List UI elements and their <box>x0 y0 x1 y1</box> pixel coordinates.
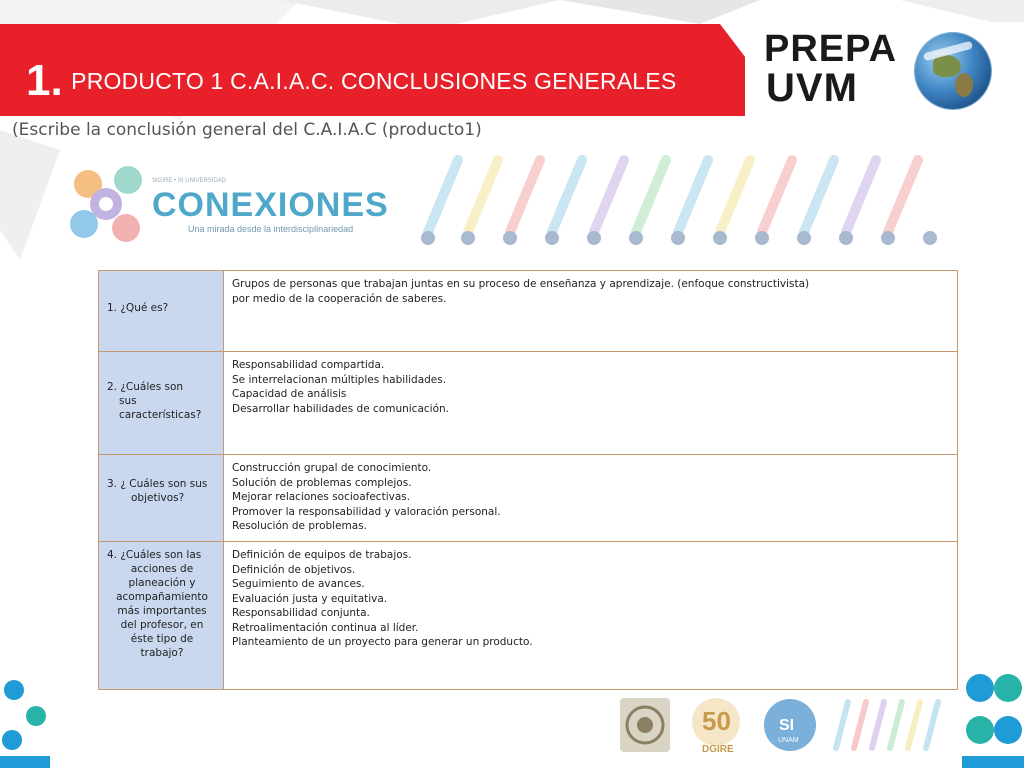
question-cell <box>99 271 224 352</box>
brand-uvm: UVM <box>766 66 858 110</box>
caiac-table <box>98 270 958 690</box>
answer-cell <box>224 542 958 690</box>
table-row <box>99 455 958 542</box>
answer-line: Grupos de personas que trabajan juntas en su proceso de enseñanza y aprendizaje. (enfoque constructivista) <box>232 278 810 290</box>
answer-line: Evaluación justa y equitativa. <box>232 592 388 605</box>
corner-decoration-right <box>962 660 1024 768</box>
answer-line: Responsabilidad conjunta. <box>232 607 370 619</box>
table-row <box>99 271 958 352</box>
answer-line: Construcción grupal de conocimiento. <box>232 462 432 474</box>
slide-title-text: PRODUCTO 1 C.A.I.A.C. CONCLUSIONES GENERALES <box>71 67 677 94</box>
conexiones-title: CONEXIONES <box>152 186 389 224</box>
mini-stripes-icon <box>836 702 938 748</box>
decorative-stripes <box>418 150 948 250</box>
question-line: 4. ¿Cuáles son las <box>107 549 202 561</box>
globe-logo-icon <box>915 33 991 109</box>
question-cell <box>99 352 224 455</box>
question-cell <box>99 455 224 542</box>
answer-cell <box>224 271 958 352</box>
question-line: objetivos? <box>131 492 185 504</box>
question-line: acciones de <box>130 563 194 575</box>
anniversary-sub: DGIRE <box>702 744 734 755</box>
table-row <box>99 352 958 455</box>
si-unam-logo-icon <box>764 699 816 751</box>
answer-line: Definición de objetivos. <box>232 563 356 576</box>
slide-number: 1. <box>26 56 63 105</box>
question-line: 1. ¿Qué es? <box>107 302 169 314</box>
si-label: SI <box>779 717 795 734</box>
answer-line: Definición de equipos de trabajos. <box>232 549 412 561</box>
question-line: 3. ¿ Cuáles son sus <box>107 478 208 490</box>
question-line: características? <box>119 409 202 421</box>
question-line: 2. ¿Cuáles son <box>107 381 184 393</box>
partner-logos <box>612 690 952 760</box>
dgire-50-logo-icon <box>692 698 740 755</box>
answer-cell <box>224 455 958 542</box>
question-cell <box>99 542 224 690</box>
question-line: éste tipo de <box>130 633 194 645</box>
anniversary-number: 50 <box>702 706 731 736</box>
question-line: trabajo? <box>140 647 184 659</box>
question-line: más importantes <box>117 605 207 617</box>
answer-line: Mejorar relaciones socioafectivas. <box>232 491 411 503</box>
unam-seal-icon <box>620 698 670 752</box>
question-line: planeación y <box>128 577 196 589</box>
answer-line: Seguimiento de avances. <box>232 578 365 590</box>
question-line: acompañamiento <box>116 591 208 603</box>
answer-line: Resolución de problemas. <box>232 520 368 532</box>
table-row <box>99 542 958 690</box>
answer-cell <box>224 352 958 455</box>
corner-decoration-left <box>0 660 50 768</box>
answer-line: Se interrelacionan múltiples habilidades. <box>232 373 447 386</box>
brand-prepa: PREPA <box>764 28 898 70</box>
conexiones-tagline: Una mirada desde la interdisciplinariedad <box>188 224 354 234</box>
question-line: del profesor, en <box>120 619 204 631</box>
answer-line: Retroalimentación continua al líder. <box>232 621 419 634</box>
conexiones-small-text: SIGIRE • SI UNIVERSIDAD <box>152 178 227 184</box>
slide-subtitle: (Escribe la conclusión general del C.A.I.A.C (producto1) <box>12 120 482 140</box>
slide-title <box>26 56 676 106</box>
answer-line: Desarrollar habilidades de comunicación. <box>232 402 449 415</box>
answer-line: Promover la responsabilidad y valoración personal. <box>232 505 501 518</box>
answer-line: por medio de la cooperación de saberes. <box>232 292 447 305</box>
answer-line: Capacidad de análisis <box>232 388 347 400</box>
answer-line: Responsabilidad compartida. <box>232 359 385 371</box>
question-line: sus <box>119 395 137 407</box>
answer-line: Solución de problemas complejos. <box>232 476 412 489</box>
answer-line: Planteamiento de un proyecto para generar un producto. <box>232 636 533 648</box>
si-sub: UNAM <box>778 737 799 744</box>
